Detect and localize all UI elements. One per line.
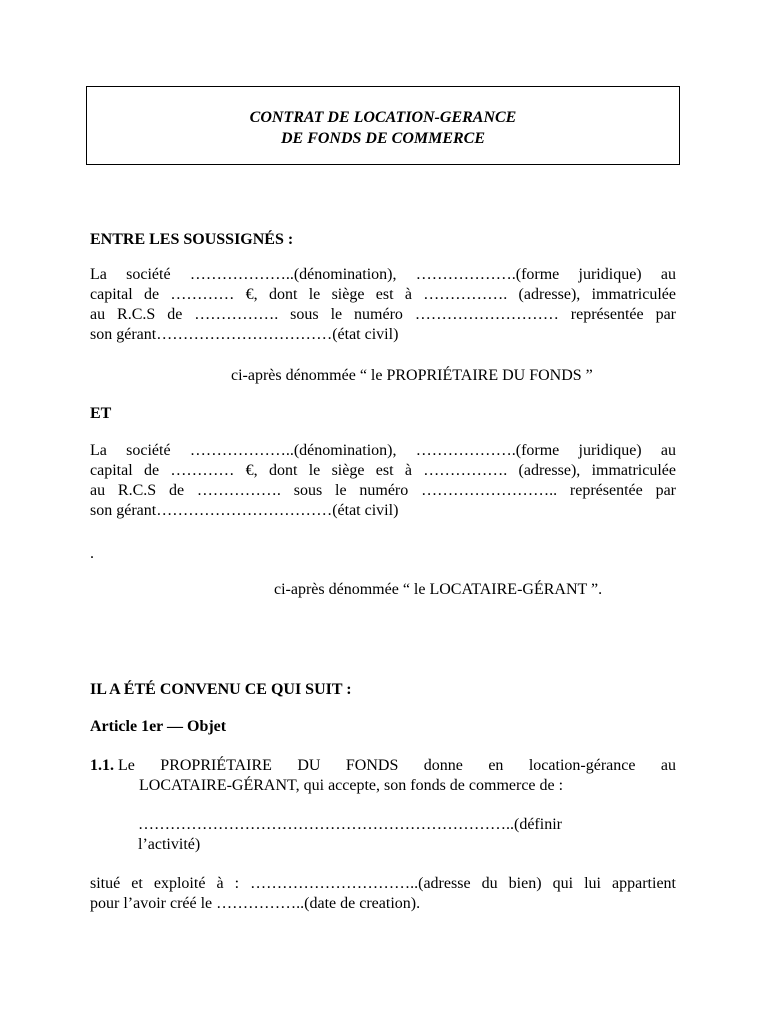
party2-dot: .: [90, 545, 94, 562]
location-line-2: pour l’avoir créé le ……………..(date de creation).: [90, 895, 421, 912]
parties-heading: ENTRE LES SOUSSIGNÉS :: [90, 231, 294, 248]
clause-line-2: LOCATAIRE-GÉRANT, qui accepte, son fonds de commerce de :: [139, 777, 564, 794]
party2-line-4: son gérant……………………………(état civil): [90, 502, 399, 519]
clause-number: 1.1.: [90, 757, 114, 774]
party1-line-2: capital de ………… €, dont le siège est à ……………. (adresse), immatriculée: [90, 286, 676, 303]
article1-clause-1-1: [90, 756, 676, 796]
title-line-2: DE FONDS DE COMMERCE: [280, 130, 486, 147]
party1-designation: ci-après dénommée “ le PROPRIÉTAIRE DU FONDS ”: [231, 367, 593, 384]
article1-heading: Article 1er — Objet: [90, 718, 227, 735]
party1-line-4: son gérant……………………………(état civil): [90, 326, 399, 343]
and-label: ET: [90, 405, 112, 422]
clause-line-1: Le PROPRIÉTAIRE DU FONDS donne en location-gérance au: [118, 757, 676, 774]
party2-line-3: au R.C.S de ……………. sous le numéro …………………….. représentée par: [90, 482, 676, 499]
activity-field: [138, 815, 578, 855]
activity-line-2: l’activité): [138, 836, 201, 853]
party1-line-3: au R.C.S de ……………. sous le numéro ……………………… représentée par: [90, 306, 676, 323]
activity-line-1: ……………………………………………………………..(définir: [138, 816, 562, 833]
party2-paragraph: [90, 441, 676, 521]
title-box: [86, 86, 680, 165]
location-line-1: situé et exploité à : …………………………..(adresse du bien) qui lui appartient: [90, 875, 676, 892]
party1-paragraph: [90, 265, 676, 345]
title-line-1: CONTRAT DE LOCATION-GERANCE: [249, 109, 517, 126]
party2-line-1: La société ………………..(dénomination), ……………….(forme juridique) au: [90, 442, 676, 459]
agreement-heading: IL A ÉTÉ CONVENU CE QUI SUIT :: [90, 681, 352, 698]
party1-line-1: La société ………………..(dénomination), ……………….(forme juridique) au: [90, 266, 676, 283]
party2-line-2: capital de ………… €, dont le siège est à ……………. (adresse), immatriculée: [90, 462, 676, 479]
location-paragraph: [90, 874, 676, 914]
party2-designation: ci-après dénommée “ le LOCATAIRE-GÉRANT ”.: [274, 581, 603, 598]
